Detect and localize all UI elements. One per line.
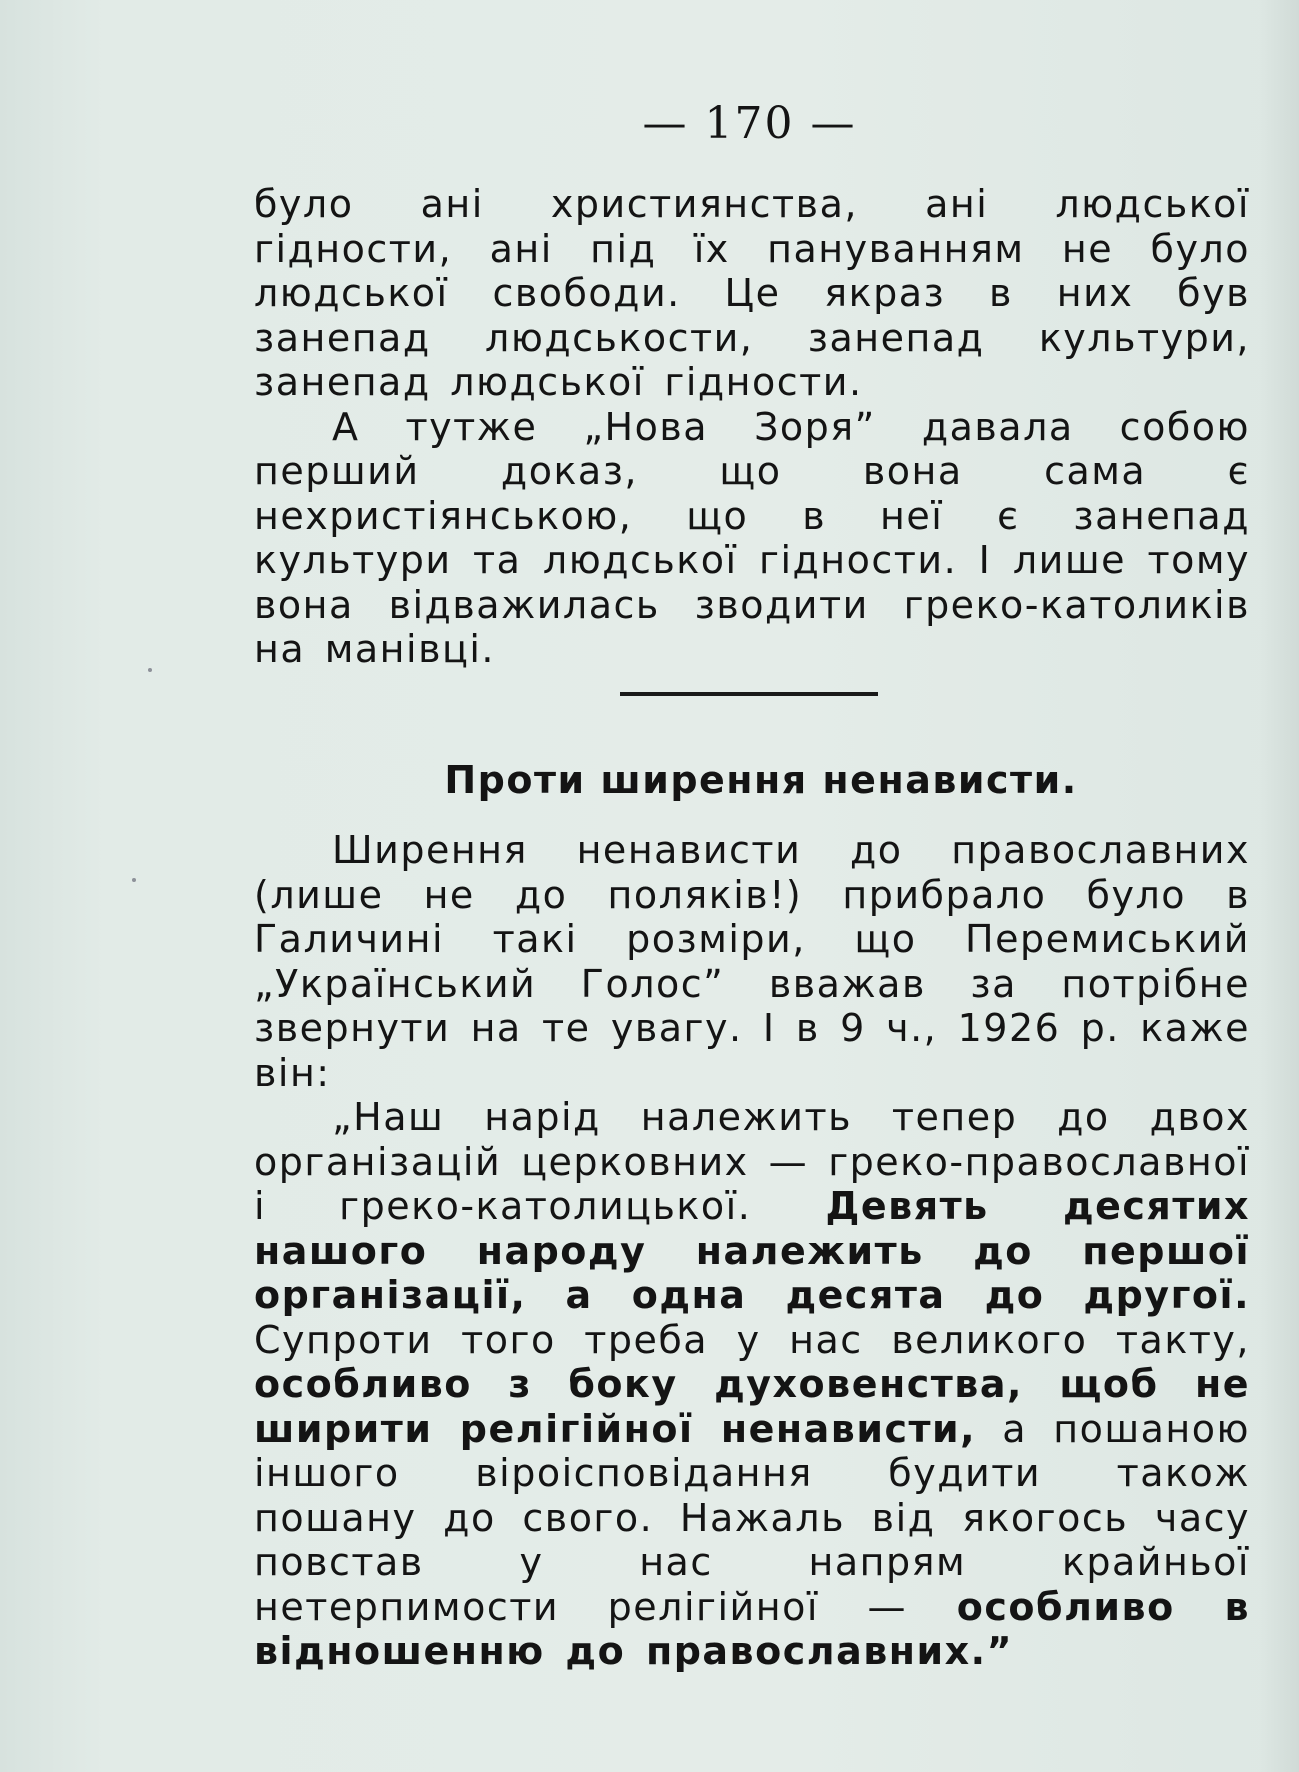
text-block-top xyxy=(254,182,1250,672)
quote-text: „Наш нарід належить тепер до двох організацій церковних — греко-православної і греко-католицької. xyxy=(254,1095,1250,1228)
quote-text: а пошаною іншого віроісповідання будити також пошану до свого. Нажаль від якогось часу повстав у нас напрям крайньої нетерпимости релігійної — xyxy=(254,1406,1250,1629)
paragraph-3: Ширення ненависти до православних (лише не до поляків!) прибрало було в Галичині такі розміри, що Перемиський „Український Голос” вважав за потрібне звернути на те увагу. І в 9 ч., 1926 р. каже він: xyxy=(254,828,1250,1095)
section-divider xyxy=(620,692,878,696)
paper-speck xyxy=(132,878,136,882)
paragraph-1: було ані християнства, ані людської гідности, ані під їх пануванням не було людської свободи. Це якраз в них був занепад людськости, занепад культури, занепад людської гідности. xyxy=(254,182,1250,404)
quote-bold-text: особливо в відношенню до православних.” xyxy=(254,1584,1250,1673)
page-edge-shadow xyxy=(1259,0,1299,1772)
quote-paragraph xyxy=(254,1095,1250,1674)
paragraph-2: А тутже „Нова Зоря” давала собою перший доказ, що вона сама є нехристіянською, що в неї є занепад культури та людської гідности. І лише тому вона відважилась зводити греко-католиків на манівці. xyxy=(254,404,1250,671)
paper-speck xyxy=(148,668,152,672)
text-block-main xyxy=(254,828,1250,1674)
quote-bold-text: особливо з боку духовенства, щоб не ширити релігійної ненависти, xyxy=(254,1362,1250,1451)
page-number: — 170 — xyxy=(642,98,857,149)
section-heading: Проти ширення ненависти. xyxy=(444,758,1078,802)
quote-text: Супроти того треба у нас великого такту, xyxy=(254,1317,1250,1362)
quote-bold-text: Девять десятих нашого народу належить до першої організації, а одна десята до другої. xyxy=(254,1184,1250,1317)
